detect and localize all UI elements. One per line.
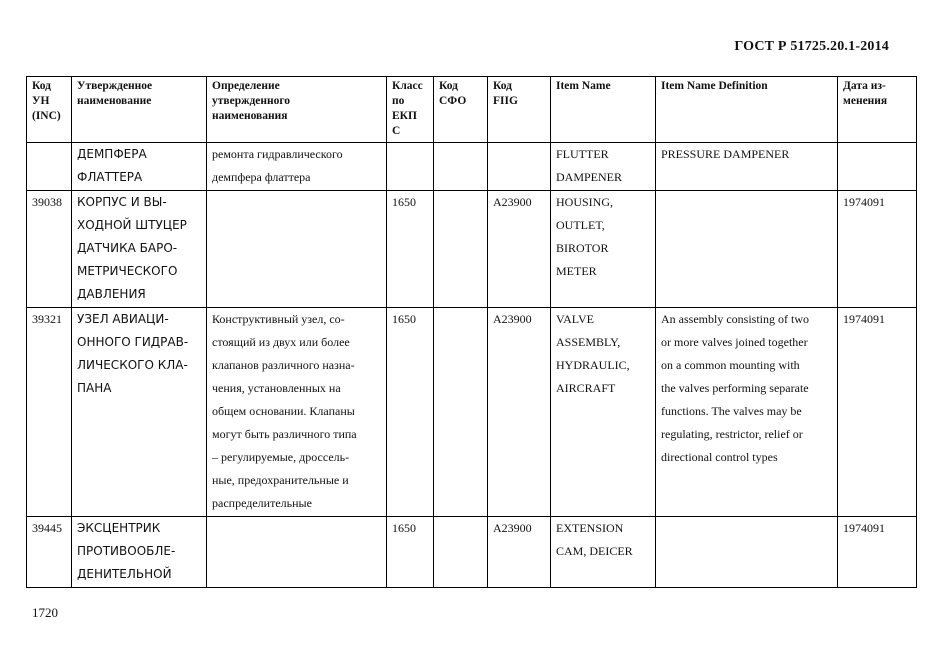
cell-sfo-code — [434, 308, 488, 517]
cell-change-date — [838, 143, 917, 191]
cell-fiig-code: A23900 — [488, 191, 551, 308]
cell-code: 39038 — [27, 191, 72, 308]
cell-fiig-code: A23900 — [488, 308, 551, 517]
header-item-name-definition: Item Name Definition — [656, 77, 838, 143]
cell-item-name-definition: An assembly consisting of two or more valves joined together on a common mounting with the valves performing separate functions. The valves may be regulating, restrictor, relief or directional control types — [656, 308, 838, 517]
cell-change-date: 1974091 — [838, 308, 917, 517]
cell-code: 39445 — [27, 517, 72, 588]
cell-sfo-code — [434, 143, 488, 191]
header-row — [27, 77, 917, 143]
cell-approved-name: УЗЕЛ АВИАЦИ- ОННОГО ГИДРАВ- ЛИЧЕСКОГО КЛА- ПАНА — [72, 308, 207, 517]
table-header — [27, 77, 917, 143]
cell-name-definition: ремонта гидравлического демпфера флаттера — [207, 143, 387, 191]
cell-item-name: VALVE ASSEMBLY, HYDRAULIC, AIRCRAFT — [551, 308, 656, 517]
cell-item-name: FLUTTER DAMPENER — [551, 143, 656, 191]
header-code-un: Код УН (INC) — [27, 77, 72, 143]
table-row — [27, 191, 917, 308]
cell-item-name-definition: PRESSURE DAMPENER — [656, 143, 838, 191]
cell-item-name-definition — [656, 517, 838, 588]
cell-fiig-code — [488, 143, 551, 191]
nomenclature-table — [26, 76, 917, 588]
cell-approved-name: ЭКСЦЕНТРИК ПРОТИВООБЛЕ- ДЕНИТЕЛЬНОЙ — [72, 517, 207, 588]
page-number: 1720 — [32, 605, 58, 620]
header-ekps-class: Класс по ЕКП С — [387, 77, 434, 143]
cell-sfo-code — [434, 517, 488, 588]
cell-fiig-code: A23900 — [488, 517, 551, 588]
cell-change-date: 1974091 — [838, 191, 917, 308]
cell-change-date: 1974091 — [838, 517, 917, 588]
cell-ekps-class: 1650 — [387, 308, 434, 517]
table-row — [27, 517, 917, 588]
cell-item-name: EXTENSION CAM, DEICER — [551, 517, 656, 588]
standard-title: ГОСТ Р 51725.20.1-2014 — [734, 39, 889, 54]
cell-name-definition — [207, 191, 387, 308]
cell-sfo-code — [434, 191, 488, 308]
header-name-definition: Определение утвержденного наименования — [207, 77, 387, 143]
table-body — [27, 143, 917, 588]
cell-item-name-definition — [656, 191, 838, 308]
cell-ekps-class: 1650 — [387, 517, 434, 588]
cell-name-definition — [207, 517, 387, 588]
cell-approved-name: КОРПУС И ВЫ- ХОДНОЙ ШТУЦЕР ДАТЧИКА БАРО- МЕТРИЧЕСКОГО ДАВЛЕНИЯ — [72, 191, 207, 308]
cell-item-name: HOUSING, OUTLET, BIROTOR METER — [551, 191, 656, 308]
cell-approved-name: ДЕМПФЕРА ФЛАТТЕРА — [72, 143, 207, 191]
header-approved-name: Утвержденное наименование — [72, 77, 207, 143]
header-change-date: Дата из- менения — [838, 77, 917, 143]
cell-name-definition: Конструктивный узел, со- стоящий из двух или более клапанов различного назна- чения, установленных на общем основании. Клапаны могут быть различного типа – регулируемые, дроссель- ные, предохранительные и распределительные — [207, 308, 387, 517]
cell-ekps-class — [387, 143, 434, 191]
table-row — [27, 308, 917, 517]
header-fiig-code: Код FIIG — [488, 77, 551, 143]
table-row — [27, 143, 917, 191]
cell-ekps-class: 1650 — [387, 191, 434, 308]
header-item-name: Item Name — [551, 77, 656, 143]
header-sfo-code: Код СФО — [434, 77, 488, 143]
cell-code: 39321 — [27, 308, 72, 517]
cell-code — [27, 143, 72, 191]
